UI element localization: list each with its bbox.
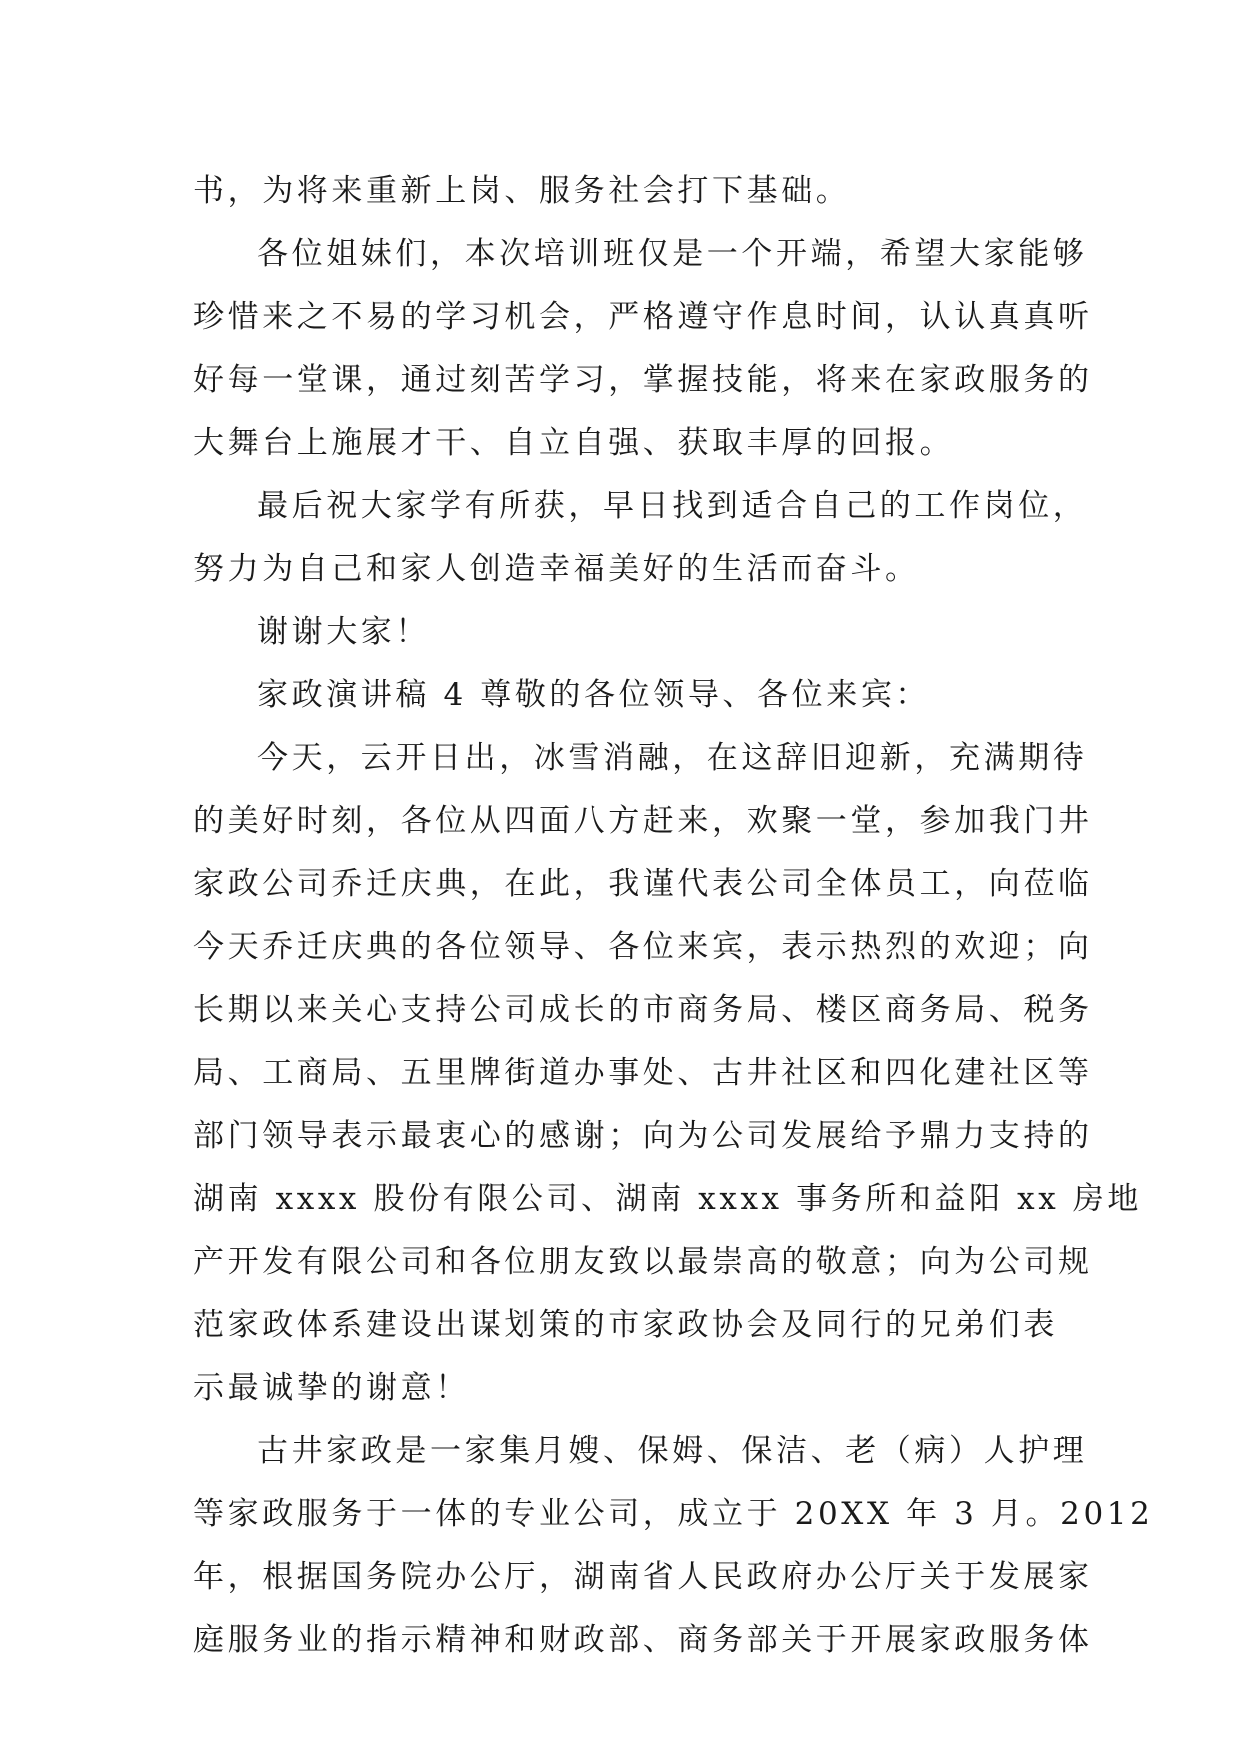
text-line: 年，根据国务院办公厅，湖南省人民政府办公厅关于发展家 — [193, 1559, 1093, 1595]
text-line: 各位姐妹们，本次培训班仅是一个开端，希望大家能够 — [257, 236, 1088, 272]
text-line: 好每一堂课，通过刻苦学习，掌握技能，将来在家政服务的 — [193, 362, 1093, 398]
text-line: 书，为将来重新上岗、服务社会打下基础。 — [193, 173, 851, 209]
document-body — [193, 160, 1154, 1672]
section-heading-line: 家政演讲稿 4 尊敬的各位领导、各位来宾： — [257, 677, 931, 713]
text-line: 珍惜来之不易的学习机会，严格遵守作息时间，认认真真听 — [193, 299, 1093, 335]
text-line: 最后祝大家学有所获，早日找到适合自己的工作岗位， — [257, 488, 1088, 524]
text-line: 产开发有限公司和各位朋友致以最崇高的敬意；向为公司规 — [193, 1244, 1093, 1280]
text-line: 长期以来关心支持公司成长的市商务局、楼区商务局、税务 — [193, 992, 1093, 1028]
text-line: 大舞台上施展才干、自立自强、获取丰厚的回报。 — [193, 425, 955, 461]
text-line: 家政公司乔迁庆典，在此，我谨代表公司全体员工，向莅临 — [193, 866, 1093, 902]
text-line: 范家政体系建设出谋划策的市家政协会及同行的兄弟们表 — [193, 1307, 1058, 1343]
text-line: 部门领导表示最衷心的感谢；向为公司发展给予鼎力支持的 — [193, 1118, 1093, 1154]
text-line: 谢谢大家！ — [257, 614, 430, 650]
text-line: 的美好时刻，各位从四面八方赶来，欢聚一堂，参加我门井 — [193, 803, 1093, 839]
text-line: 今天乔迁庆典的各位领导、各位来宾，表示热烈的欢迎；向 — [193, 929, 1093, 965]
text-line: 庭服务业的指示精神和财政部、商务部关于开展家政服务体 — [193, 1622, 1093, 1658]
text-line: 今天，云开日出，冰雪消融，在这辞旧迎新，充满期待 — [257, 740, 1088, 776]
text-line: 等家政服务于一体的专业公司，成立于 20XX 年 3 月。2012 — [193, 1496, 1154, 1532]
text-line: 湖南 xxxx 股份有限公司、湖南 xxxx 事务所和益阳 xx 房地 — [193, 1181, 1142, 1217]
text-line: 努力为自己和家人创造幸福美好的生活而奋斗。 — [193, 551, 920, 587]
text-line: 示最诚挚的谢意！ — [193, 1370, 470, 1406]
text-line: 局、工商局、五里牌街道办事处、古井社区和四化建社区等 — [193, 1055, 1093, 1091]
text-line: 古井家政是一家集月嫂、保姆、保洁、老（病）人护理 — [257, 1433, 1088, 1469]
